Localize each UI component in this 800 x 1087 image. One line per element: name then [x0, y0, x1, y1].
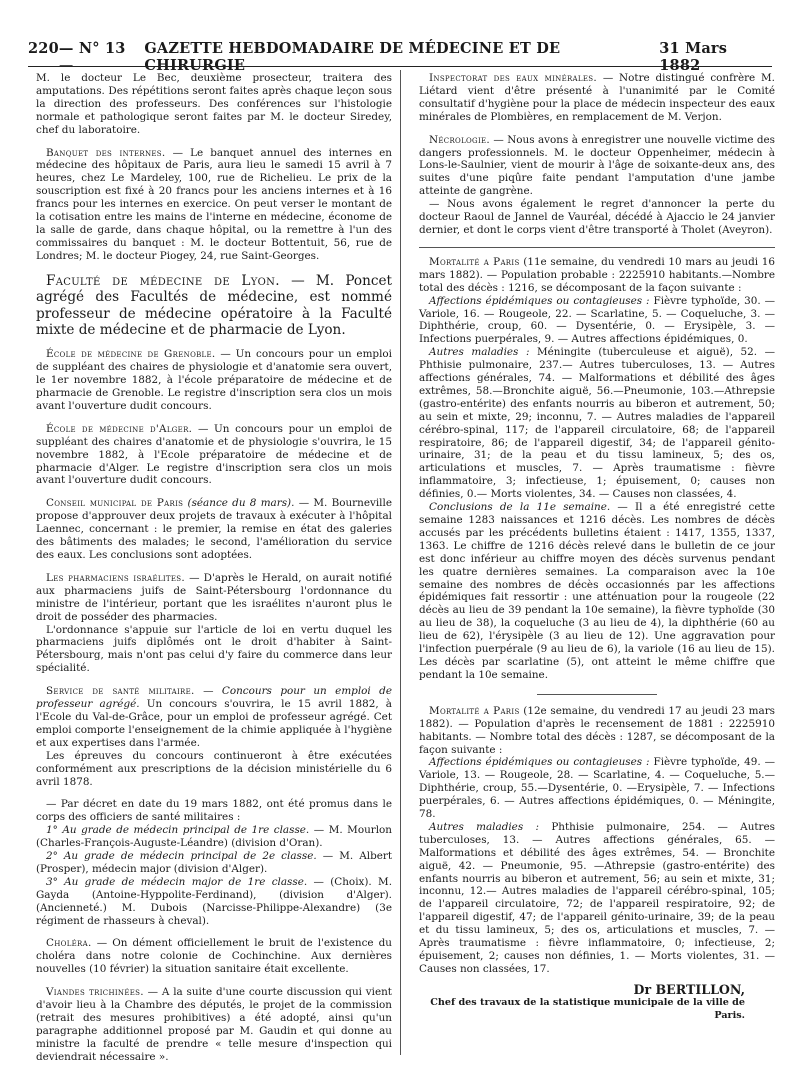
mortalite-11-epidemiques-text: Fièvre typhoïde, 30. — Variole, 16. — Rougeole, 22. — Scarlatine, 5. — Coqueluche, 3. — Diphthérie, croup, 60. — Dysentérie, 0. — Erysipèle, 3. — Infections puerpérales, 9. — Autres affections épidémiques, 0.	[419, 294, 775, 346]
running-head	[28, 40, 772, 74]
issue-number: — N° 13 —	[58, 40, 126, 74]
inspectorat-article	[419, 72, 775, 124]
service-text-2: Les épreuves du concours continueront à être exécutées conformément aux prescriptions de la décision ministérielle du 6 avril 1878.	[36, 749, 392, 788]
mortalite-12-text: (12e semaine, du vendredi 17 au jeudi 23 mars 1882). — Population d'après le recensement de 1881 : 2225910 habitants. — Nombre total des décès : 1287, se décomposant de la façon suivante :	[419, 704, 776, 756]
viandes-heading: Viandes trichinées.	[46, 986, 144, 999]
journal-title: GAZETTE HEBDOMADAIRE DE MÉDECINE ET DE CHIRURGIE	[144, 40, 561, 74]
promotion-2-text: — M. Albert (Prosper), médecin major (division d'Alger).	[36, 850, 393, 875]
promotion-3-grade: 3° Au grade de médecin major de 1re classe.	[46, 875, 308, 888]
promotion-3-text: — (Choix). M. Gayda (Antoine-Hyppolite-Ferdinand), (division d'Alger). (Ancienneté.) M. Dubois (Narcisse-Philippe-Alexandre) (3e régiment de rhasseurs à cheval).	[36, 875, 392, 927]
mortalite-11-conclusions-label: Conclusions de la 11e semaine.	[429, 501, 611, 514]
mortalite-11-autres-label: Autres maladies :	[429, 346, 530, 359]
necrologie-article	[419, 134, 775, 199]
pharmaciens-article	[36, 572, 392, 624]
grenoble-text: — Un concours pour un emploi de suppléant des chaires de physiologie et d'anatomie sera ouvert, le 1er novembre 1882, à l'école préparatoire de médecine et de pharmacie de Grenoble. Le registre d'inscription sera clos un mois avant l'ouverture dudit concours.	[36, 348, 392, 412]
lyon-text: — M. Poncet agrégé des Facultés de médecine, est nommé professeur de médecine opératoire à la Faculté mixte de médecine et de pharmacie de Lyon.	[36, 272, 392, 338]
necrologie-text: — Nous avons à enregistrer une nouvelle victime des dangers professionnels. M. le docteur Oppenheimer, médecin à Lons-le-Saulnier, vient de mourir à l'âge de soixante-deux ans, des suites d'une piqûre faite pendant l'amputation d'une jambe atteinte de gangrène.	[419, 133, 775, 198]
necrologie-heading: Nécrologie.	[429, 133, 491, 146]
mortalite-12-autres	[419, 821, 775, 976]
lecture-paragraph: M. le docteur Le Bec, deuxième prosecteur, traitera des amputations. Des répétitions seront faites après chaque leçon sous la direction des professeurs. Des conférences sur l'histologie normale et pathologique seront faites par M. le docteur Siredey, chef du laboratoire.	[36, 72, 392, 136]
section-rule	[537, 694, 657, 695]
promotion-2	[36, 850, 392, 876]
conseil-text: — M. Bourneville propose d'approuver deux projets de travaux à exécuter à l'hôpital Laennec, concernant : le premier, la remise en état des galeries des bâtiments des malades; le second, l'amélioration du service des eaux. Les conclusions sont adoptées.	[36, 497, 392, 561]
mortalite-12-heading: Mortalité a Paris	[429, 704, 520, 717]
inspectorat-text: — Notre distingué confrère M. Liétard vient d'être présenté à l'unanimité par le Comité consultatif d'hygiène pour la place de médecin inspecteur des eaux minérales de Plombières, en remplacement de M. Verjon.	[419, 72, 775, 123]
signature-title: Chef des travaux de la statistique municipale de la ville de Paris.	[430, 996, 745, 1021]
viandes-article	[36, 986, 392, 1063]
pharmaciens-text-2: L'ordonnance s'appuie sur l'article de loi en vertu duquel les pharmaciens juifs diplômés ont le droit d'habiter à Saint-Pétersbourg, mais n'ont pas celui d'y faire du commerce dans leur spécialité.	[36, 623, 392, 675]
mortalite-12-autres-label: Autres maladies :	[429, 820, 539, 833]
page-number: 220	[28, 40, 59, 57]
alger-heading: École de médecine d'Alger.	[46, 422, 193, 435]
mortalite-11-conclusions	[419, 501, 775, 682]
promotion-3	[36, 876, 392, 928]
viandes-text: — A la suite d'une courte discussion qui vient d'avoir lieu à la Chambre des députés, le projet de la commission (retrait des mesures prohibitives) a été adopté, ainsi qu'un paragraphe additionnel proposé par M. Gaudin et qui donne au ministre la faculté de prendre « telle mesure d'inspection qui deviendrait nécessaire ».	[36, 986, 392, 1063]
mortalite-11-conclusions-text: — Il a été enregistré cette semaine 1283 naissances et 1216 décès. Les nombres de décès accusés par les précédents bulletins étaient : 1417, 1355, 1337, 1363. Le chiffre de 1216 décès relevé dans le bulletin de ce jour est donc inférieur au chiffre moyen des décès survenus pendant les quatre dernières semaines. La comparaison avec la 10e semaine des nombres de décès occasionnés par les affections épidémiques fait ressortir : une atténuation pour la rougeole (22 décès au lieu de 39 pendant la 10e semaine), la fièvre typhoïde (30 au lieu de 38), la coqueluche (3 au lieu de 4), la diphthérie (60 au lieu de 62), l'érysipèle (3 au lieu de 12). Une aggravation pour l'infection puerpérale (9 au lieu de 6), la variole (16 au lieu de 15). Les décès par scarlatine (5), ont atteint le même chiffre que pendant la 10e semaine.	[419, 501, 775, 681]
signature-name: Dr BERTILLON,	[633, 981, 745, 997]
mortalite-11-autres	[419, 346, 775, 501]
right-column	[419, 72, 775, 1023]
cholera-text: — On dément officiellement le bruit de l'existence du choléra dans notre colonie de Cochinchine. Aux dernières nouvelles (10 février) la situation sanitaire était excellente.	[36, 937, 392, 976]
mortalite-12-intro	[419, 705, 775, 757]
lyon-article	[36, 273, 392, 339]
necrologie-text-2: — Nous avons également le regret d'annoncer la perte du docteur Raoul de Jannel de Vauréal, décédé à Ajaccio le 24 janvier dernier, et dont le corps vient d'être transporté à Tholet (Aveyron).	[419, 198, 775, 236]
mortalite-11-text: (11e semaine, du vendredi 10 mars au jeudi 16 mars 1882). — Population probable : 2225910 habitants.—Nombre total des décès : 1216, se décomposant de la façon suivante :	[419, 255, 776, 294]
mortalite-11-epidemiques-label: Affections épidémiques ou contagieuses :	[429, 294, 650, 307]
mortalite-12-epidemiques	[419, 756, 775, 821]
service-text: Un concours s'ouvrira, le 15 avril 1882, à l'Ecole du Val-de-Grâce, pour un emploi de professeur agrégé. Cet emploi comporte l'enseignement de la chimie appliquée à l'hygiène et aux expertises dans l'armée.	[36, 698, 392, 749]
cholera-heading: Choléra.	[46, 937, 92, 950]
banquet-heading: Banquet des internes.	[46, 146, 166, 159]
cholera-article	[36, 937, 392, 976]
inspectorat-heading: Inspectorat des eaux minérales.	[429, 72, 597, 84]
grenoble-heading: École de médecine de Grenoble.	[46, 348, 216, 361]
mortalite-12-epidemiques-label: Affections épidémiques ou contagieuses :	[429, 756, 650, 769]
alger-text: — Un concours pour un emploi de suppléant des chaires d'anatomie et de physiologie s'ouvrira, le 15 novembre 1882, à l'Ecole préparatoire de médecine et de pharmacie d'Alger. Le registre d'inscription sera clos un mois avant l'ouverture dudit concours.	[36, 422, 392, 487]
decret-paragraph: — Par décret en date du 19 mars 1882, ont été promus dans le corps des officiers de santé militaires :	[36, 798, 392, 824]
service-subheading: — Concours pour un emploi de professeur agrégé.	[36, 685, 392, 711]
banquet-text: — Le banquet annuel des internes en médecine des hôpitaux de Paris, aura lieu le samedi 15 avril à 7 heures, chez Le Mardeley, 100, rue de Richelieu. Le prix de la souscription est fixé à 20 francs pour les anciens internes et à 16 francs pour les internes en exercice. On peut verser le montant de la cotisation entre les mains de l'interne en médecine, économe de la salle de garde, dans chaque hôpital, ou la remettre à l'un des commissaires du banquet : M. le docteur Bottentuit, 56, rue de Londres; M. le docteur Piogey, 24, rue Saint-Georges.	[36, 146, 392, 262]
mortalite-11-intro	[419, 256, 775, 295]
column-divider	[400, 70, 401, 1055]
mortalite-11-epidemiques	[419, 295, 775, 347]
service-heading: Service de santé militaire.	[46, 685, 195, 698]
promotion-1-text: — M. Mourlon (Charles-François-Auguste-Léandre) (division d'Oran).	[36, 824, 393, 850]
pharmaciens-text: — D'après le Herald, on aurait notifié aux pharmaciens juifs de Saint-Pétersbourg l'ordonnance du ministre de l'intérieur, portant que les israélites n'auront plus le droit de posséder des pharmacies.	[36, 571, 392, 623]
promotion-2-grade: 2° Au grade de médecin principal de 2e classe.	[46, 850, 317, 863]
banquet-article	[36, 147, 392, 263]
promotion-1	[36, 824, 392, 850]
mortalite-12-epidemiques-text: Fièvre typhoïde, 49. — Variole, 13. — Rougeole, 28. — Scarlatine, 4. — Coqueluche, 5.— Diphthérie, croup, 55.—Dysentérie, 0. —Erysipèle, 7. — Infections puerpérales, 6. — Autres affections épidémiques, 0. — Méningite, 78.	[419, 756, 775, 821]
grenoble-article	[36, 348, 392, 413]
alger-article	[36, 423, 392, 488]
conseil-article	[36, 497, 392, 562]
left-column	[36, 72, 392, 1064]
lyon-heading: Faculté de médecine de Lyon.	[46, 272, 280, 289]
mortalite-11-heading: Mortalité a Paris	[429, 255, 520, 268]
promotion-1-grade: 1° Au grade de médecin principal de 1re classe.	[46, 824, 310, 837]
conseil-date: (séance du 8 mars).	[187, 497, 295, 510]
issue-date: 31 Mars 1882	[659, 40, 728, 74]
mortalite-12-autres-text: Phthisie pulmonaire, 254. — Autres tuberculoses, 13. — Autres affections générales, 65. — Malformations et débilité des âges extrêmes, 54. — Bronchite aiguë, 42. — Pneumonie, 95. —Athrepsie (gastro-entérite) des enfants nourris au biberon et autrement, 56; au sein et mixte, 31; inconnu, 12.— Autres maladies de l'appareil cérébro-spinal, 105; de l'appareil circulatoire, 72; de l'appareil respiratoire, 92; de l'appareil digestif, 47; de l'appareil génito-urinaire, 39; de la peau et du tissu lamineux, 5; des os, articulations et muscles, 7. — Après traumatisme : fièvre inflammatoire, 0; infectieuse, 2; épuisement, 2; causes non définies, 1. — Morts violentes, 31. — Causes non classées, 17.	[419, 820, 776, 975]
section-rule	[419, 247, 775, 248]
service-article	[36, 685, 392, 750]
conseil-heading: Conseil municipal de Paris	[46, 497, 184, 510]
mortalite-11-autres-text: Méningite (tuberculeuse et aiguë), 52. — Phthisie pulmonaire, 237.— Autres tuberculoses, 13. — Autres affections générales, 74. — Malformations et débilité des âges extrêmes, 58.—Bronchite aiguë, 56.—Pneumonie, 103.—Athrepsie (gastro-entérite) des enfants nourris au biberon et autrement, 50; au sein et mixte, 29; inconnu, 7. — Autres maladies de l'appareil cérébro-spinal, 117; de l'appareil circulatoire, 68; de l'appareil respiratoire, 86; de l'appareil digestif, 34; de l'appareil génito-urinaire, 31; de la peau et du tissu lamineux, 5; des os, articulations et muscles, 7. — Après traumatisme : fièvre inflammatoire, 3; infectieuse, 1; épuisement, 0; causes non définies, 0.— Morts violentes, 34. — Causes non classées, 4.	[419, 346, 776, 501]
pharmaciens-heading: Les pharmaciens israélites.	[46, 571, 185, 584]
header-rule	[28, 66, 772, 67]
